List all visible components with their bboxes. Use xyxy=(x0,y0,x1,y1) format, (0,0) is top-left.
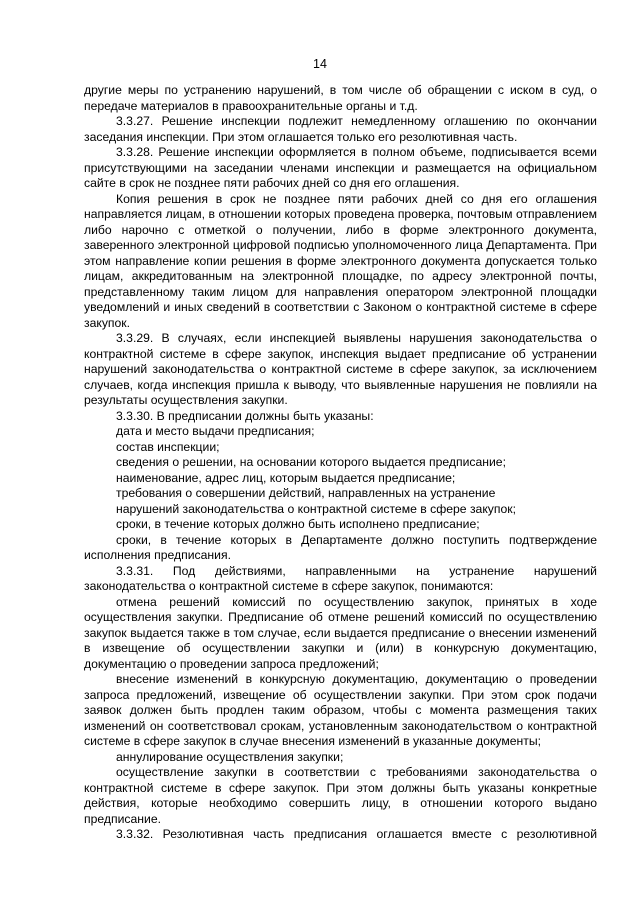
list-item: осуществление закупки в соответствии с требованиями законодательства о контрактной системе в сфере закупок. При этом должны быть указаны конкретные действия, которые необходимо совершить лицу, в отношении которого выдано предписание. xyxy=(84,765,597,826)
list-item: отмена решений комиссий по осуществлению закупок, принятых в ходе осуществления закупки. Предписание об отмене решений комиссий по осуществлению закупок выдается также в том случае, если выдается предписание о внесении изменений в извещение об осуществлении закупки и (или) в конкурсную документацию, документацию о проведении запроса предложений; xyxy=(84,594,597,671)
list-item: сведения о решении, на основании которого выдается предписание; xyxy=(116,455,506,469)
paragraph: 3.3.28. Решение инспекции оформляется в полном объеме, подписывается всеми присутствующими на заседании членами инспекции и размещается на официальном сайте в срок не позднее пяти рабочих дней со дня его оглашения. xyxy=(84,145,597,190)
page-number: 14 xyxy=(313,57,327,71)
list-item: аннулирование осуществления закупки; xyxy=(116,749,344,764)
list-item: состав инспекции; xyxy=(116,439,220,454)
paragraph: 3.3.31. Под действиями, направленными на устранение нарушений законодательства о контрактной системе в сфере закупок, понимаются: xyxy=(84,563,597,593)
list-item: требования о совершении действий, направленных на устранение xyxy=(116,486,496,500)
list-item: дата и место выдачи предписания; xyxy=(116,424,315,438)
paragraph: 3.3.32. Резолютивная часть предписания оглашается вместе с резолютивной xyxy=(116,827,597,841)
paragraph: 3.3.30. В предписании должны быть указаны: xyxy=(116,408,374,423)
list-item: наименование, адрес лиц, которым выдается предписание; xyxy=(116,470,456,485)
list-item: сроки, в течение которых в Департаменте должно поступить подтверждение исполнения предписания. xyxy=(84,532,597,562)
paragraph: другие меры по устранению нарушений, в том числе об обращении с иском в суд, о передаче материалов в правоохранительные органы и т.д. xyxy=(84,83,597,113)
list-item: нарушений законодательства о контрактной системе в сфере закупок; xyxy=(116,501,516,516)
list-item: внесение изменений в конкурсную документацию, документацию о проведении запроса предложений, извещение об осуществлении закупки. При этом срок подачи заявок должен быть продлен таким образом, чтобы с момента размещения таких изменений он соответствовал срокам, установленным законодательством о контрактной системе в сфере закупок в случае внесения изменений в указанные документы; xyxy=(84,672,597,748)
list-item: сроки, в течение которых должно быть исполнено предписание; xyxy=(116,517,480,531)
body-text xyxy=(84,83,597,843)
paragraph: 3.3.29. В случаях, если инспекцией выявлены нарушения законодательства о контрактной системе в сфере закупок, инспекция выдает предписание об устранении нарушений законодательства о контрактной системе в сфере закупок, за исключением случаев, когда инспекция пришла к выводу, что выявленные нарушения не повлияли на результаты осуществления закупки. xyxy=(84,331,597,407)
paragraph: Копия решения в срок не позднее пяти рабочих дней со дня его оглашения направляется лицам, в отношении которых проведена проверка, почтовым отправлением либо нарочно с отметкой о получении, либо в форме электронного документа, заверенного электронной цифровой подписью уполномоченного лица Департамента. При этом направление копии решения в форме электронного документа допускается только лицам, аккредитованным на электронной площадке, по адресу электронной почты, представленному таким лицом для направления оператором электронной площадки уведомлений и иных сведений в соответствии с Законом о контрактной системе в сфере закупок. xyxy=(84,191,597,330)
paragraph: 3.3.27. Решение инспекции подлежит немедленному оглашению по окончании заседания инспекции. При этом оглашается только его резолютивная часть. xyxy=(84,114,597,144)
